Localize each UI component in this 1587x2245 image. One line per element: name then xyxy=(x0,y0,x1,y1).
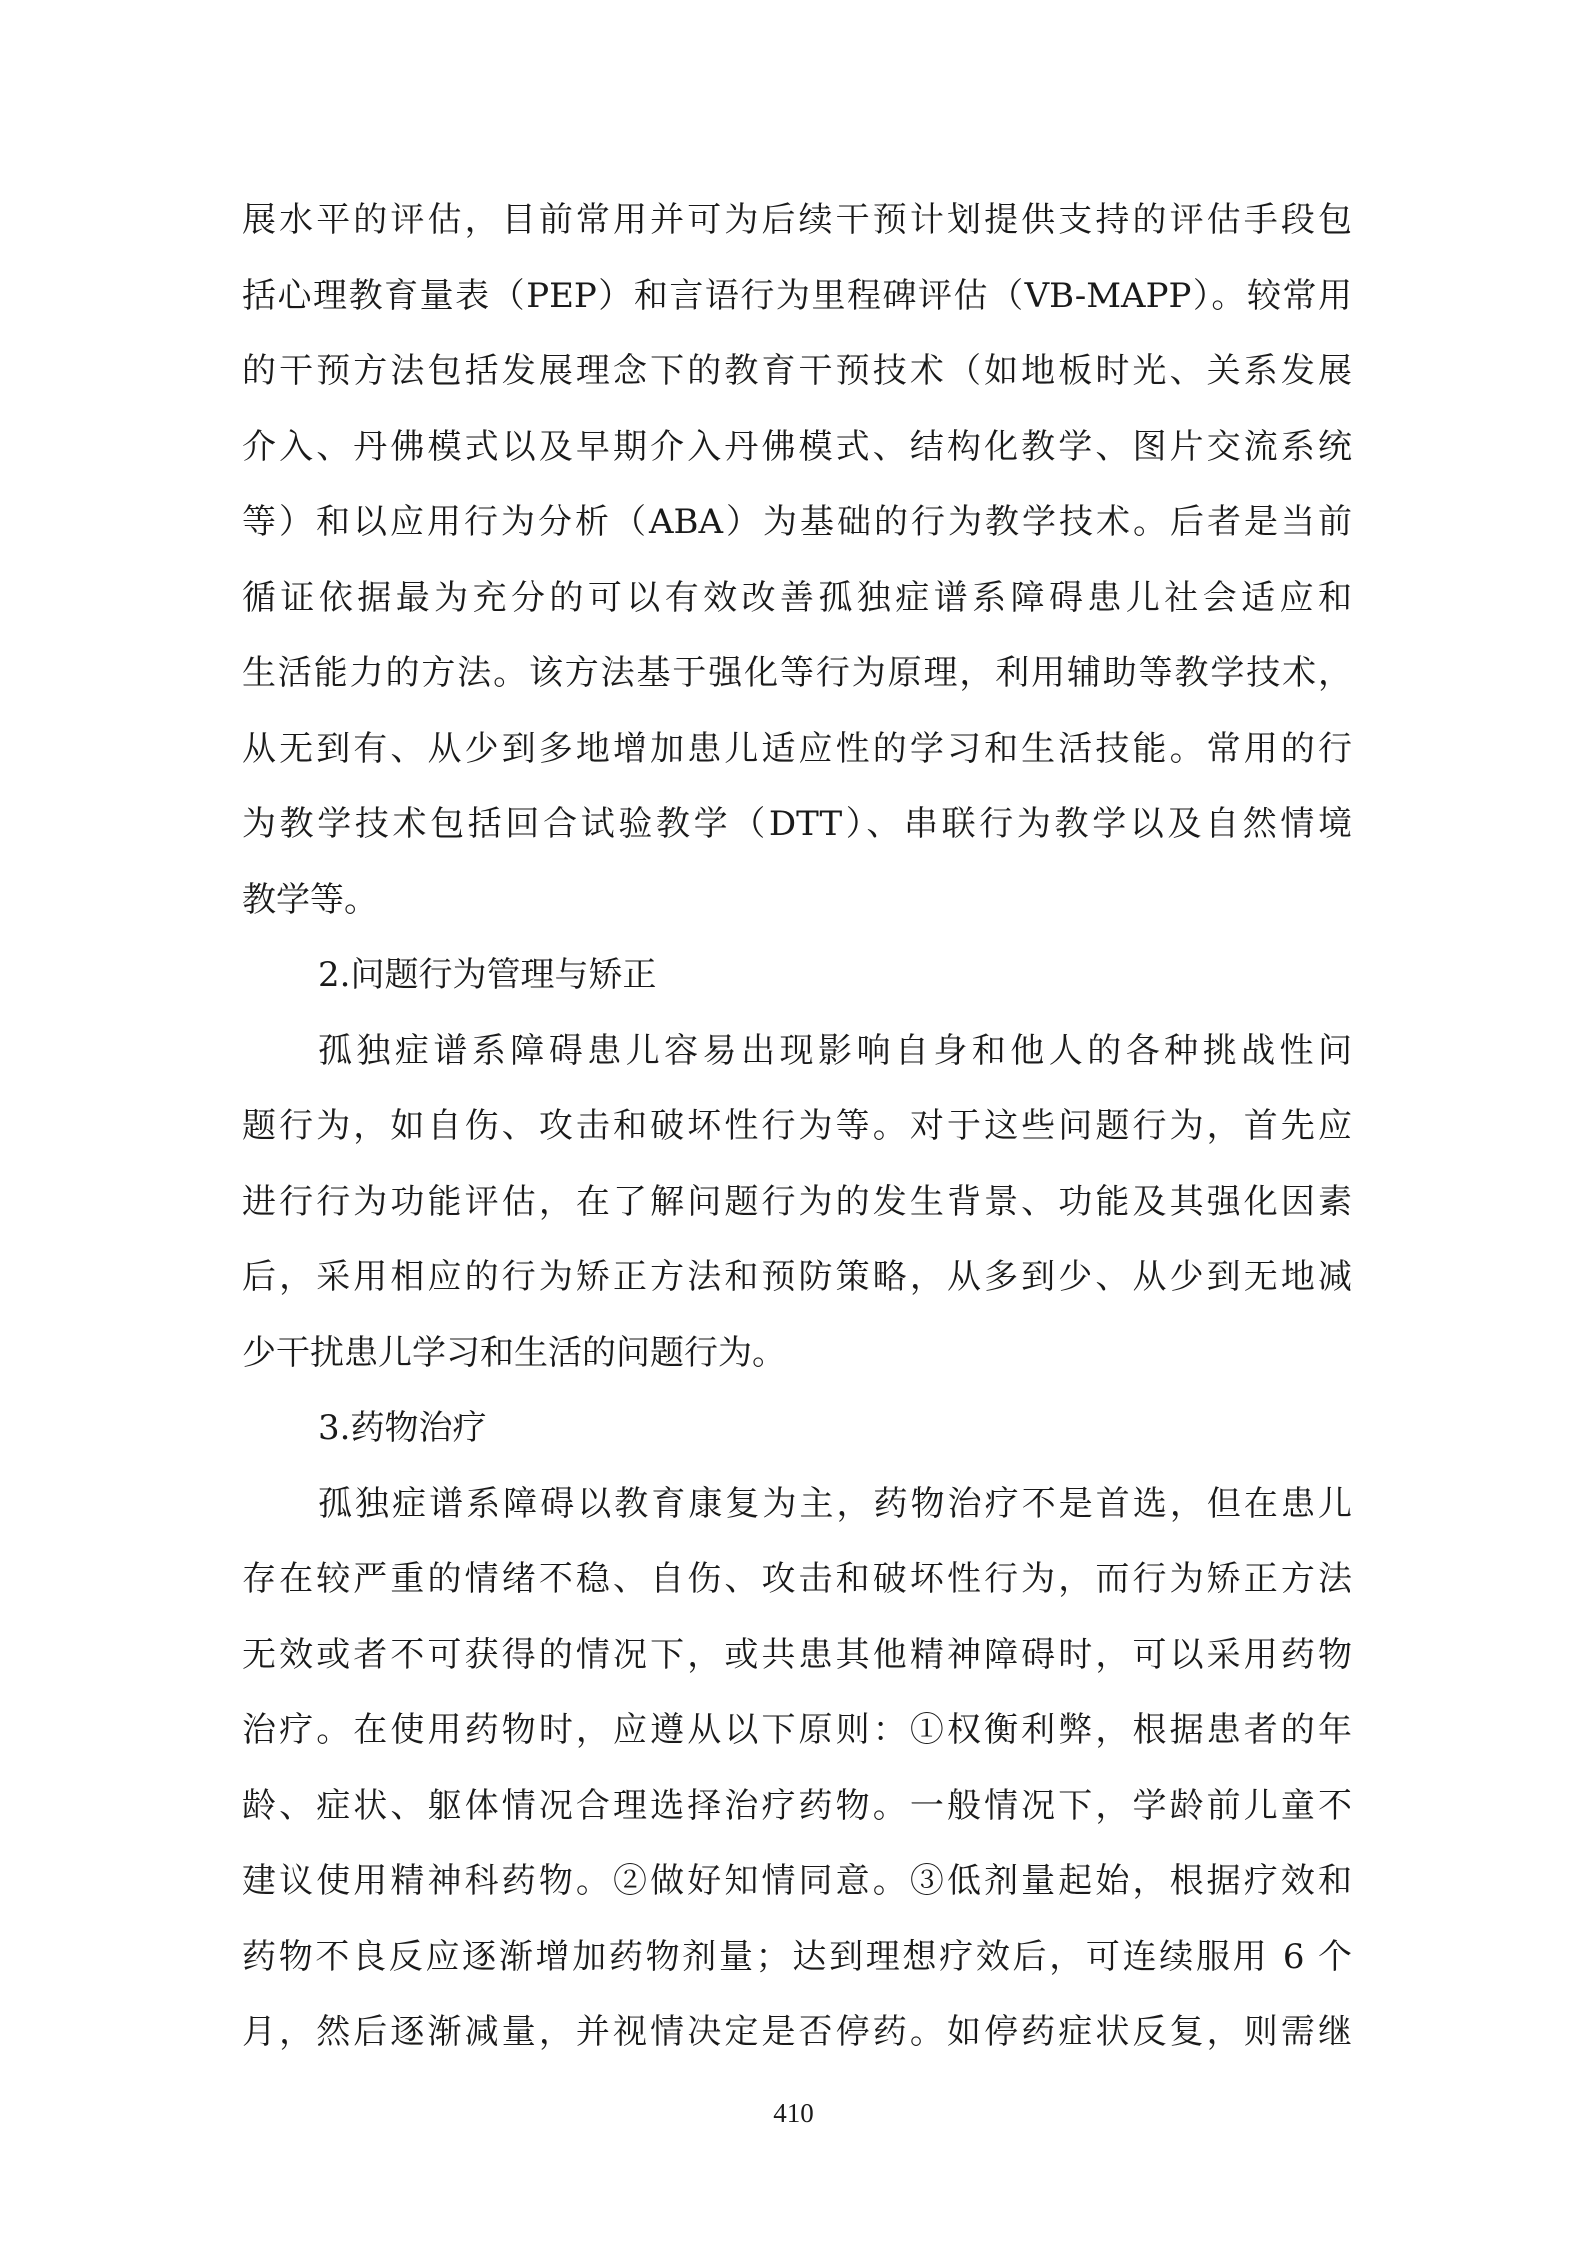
text-line: 等）和以应用行为分析（ABA）为基础的行为教学技术。后者是当前 xyxy=(242,502,1352,542)
text-line: 治疗。在使用药物时，应遵从以下原则：①权衡利弊，根据患者的年 xyxy=(242,1710,1352,1750)
text-line: 孤独症谱系障碍患儿容易出现影响自身和他人的各种挑战性问 xyxy=(318,1030,1352,1071)
text-line: 药物不良反应逐渐增加药物剂量；达到理想疗效后，可连续服用 6 个 xyxy=(242,1936,1352,1977)
text-line: 月，然后逐渐减量，并视情决定是否停药。如停药症状反复，则需继 xyxy=(242,2012,1352,2052)
text-line: 教学等。 xyxy=(242,879,378,920)
body-text xyxy=(242,183,1352,2071)
text-line: 存在较严重的情绪不稳、自伤、攻击和破坏性行为，而行为矫正方法 xyxy=(242,1559,1352,1599)
page-number: 410 xyxy=(773,2098,814,2128)
text-line: 孤独症谱系障碍以教育康复为主，药物治疗不是首选，但在患儿 xyxy=(318,1483,1352,1524)
text-line: 为教学技术包括回合试验教学（DTT）、串联行为教学以及自然情境 xyxy=(242,804,1352,844)
text-line: 题行为，如自伤、攻击和破坏性行为等。对于这些问题行为，首先应 xyxy=(242,1106,1352,1146)
text-line: 少干扰患儿学习和生活的问题行为。 xyxy=(242,1332,786,1373)
text-line: 3.药物治疗 xyxy=(318,1408,487,1448)
text-line: 从无到有、从少到多地增加患儿适应性的学习和生活技能。常用的行 xyxy=(242,728,1352,769)
text-line: 无效或者不可获得的情况下，或共患其他精神障碍时，可以采用药物 xyxy=(242,1634,1352,1675)
text-line: 龄、症状、躯体情况合理选择治疗药物。一般情况下，学龄前儿童不 xyxy=(242,1785,1352,1826)
text-line: 生活能力的方法。该方法基于强化等行为原理，利用辅助等教学技术， xyxy=(242,653,1352,693)
text-line: 的干预方法包括发展理念下的教育干预技术（如地板时光、关系发展 xyxy=(242,351,1352,391)
text-line: 进行行为功能评估，在了解问题行为的发生背景、功能及其强化因素 xyxy=(242,1181,1352,1222)
text-line: 展水平的评估，目前常用并可为后续干预计划提供支持的评估手段包 xyxy=(242,200,1352,240)
text-line: 介入、丹佛模式以及早期介入丹佛模式、结构化教学、图片交流系统 xyxy=(242,426,1352,467)
text-line: 建议使用精神科药物。②做好知情同意。③低剂量起始，根据疗效和 xyxy=(242,1861,1352,1901)
text-line: 括心理教育量表（PEP）和言语行为里程碑评估（VB-MAPP）。较常用 xyxy=(242,275,1352,316)
text-line: 循证依据最为充分的可以有效改善孤独症谱系障碍患儿社会适应和 xyxy=(242,577,1352,618)
text-line: 2.问题行为管理与矫正 xyxy=(318,955,657,995)
text-line: 后，采用相应的行为矫正方法和预防策略，从多到少、从少到无地减 xyxy=(242,1257,1352,1297)
